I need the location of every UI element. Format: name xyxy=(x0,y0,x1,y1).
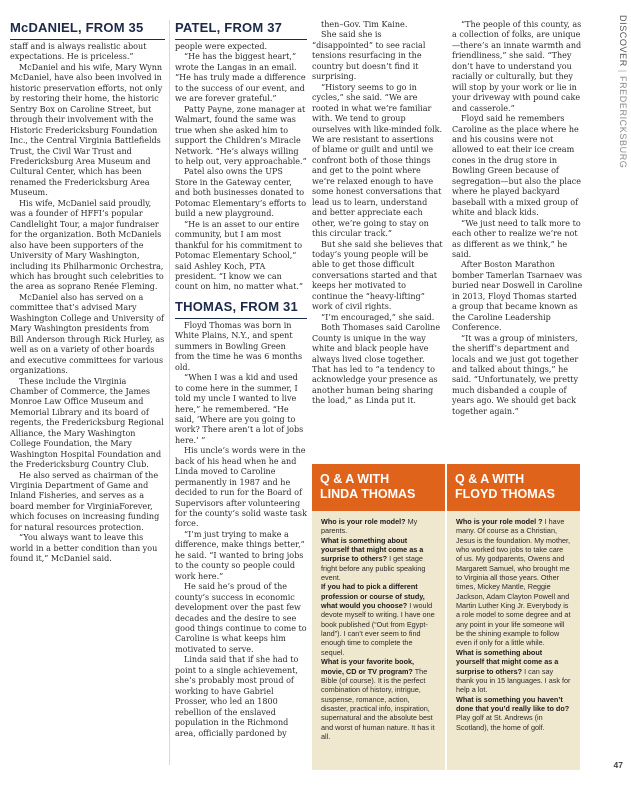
qa-question: What is something you haven’t done that you’d really like to do? xyxy=(456,694,570,713)
qa-answer: The Bible (of course). It is the perfect combination of history, intrigue, suspense, romance, action, disaster, practical info, inspiration, supernatural and the absolute best and worst of human nature. It has it all. xyxy=(321,666,435,741)
qa-heading-linda xyxy=(312,464,445,511)
qa-question: What is something about yourself that might come as a surprise to others? xyxy=(456,647,559,676)
article-body-mcdaniel xyxy=(10,42,165,565)
paragraph: “I’m encouraged,” she said. xyxy=(321,312,435,322)
paragraph: She said she is “disappointed” to see racial tensions resurfacing in the country but doesn’t find it surprising. xyxy=(312,30,426,82)
qa-item xyxy=(456,517,571,648)
paragraph: But she said she believes that today’s young people will be able to get those difficult conversations started and that keeps her motivated to continue the “heavy-lifting” work of civil rights. xyxy=(312,239,443,312)
paragraph: “When I was a kid and used to come here in the summer, I told my uncle I wanted to live here,” he remembered. “He said, ‘Where are you going to work? There aren’t a lot of jobs here.’ ” xyxy=(175,373,304,445)
column-divider xyxy=(169,20,170,765)
column-thomas-continued xyxy=(312,20,443,407)
paragraph: “He is an asset to our entire community, but I am most thankful for his commitment to Potomac Elementary School,” said Ashley Koch, PTA president. “I know we can count on him, no matter what.” xyxy=(175,219,304,292)
paragraph: These include the Virginia Chamber of Commerce, the James Monroe Law Office Museum and Memorial Library and its board of regents, the Fredericksburg Regional Alliance, the Mary Washington College Foundation, the Mary Washington Hospital Foundation and the Fredericksburg Country Club. xyxy=(10,376,164,470)
qa-answer: I get stage fright before any public speaking event. xyxy=(321,554,426,583)
qa-answer: I can say thank you in 15 languages. I ask for help a lot. xyxy=(456,666,571,695)
qa-item xyxy=(456,695,571,732)
paragraph: staff and is always realistic about expectations. He is priceless.” xyxy=(10,42,147,62)
qa-question: What is something about yourself that might come as a surprise to others? xyxy=(321,535,424,564)
page-number: 47 xyxy=(613,760,623,770)
article-body-patel xyxy=(175,42,307,293)
section-name: DISCOVER xyxy=(618,15,628,67)
paragraph: McDaniel also has served on a committee that’s advised Mary Washington College and University of Mary Washington presidents from Bill Anderson through Rick Hurley, as well as on a variety of other boards and executive committees for various organizations. xyxy=(10,292,165,376)
paragraph: Floyd Thomas was born in White Plains, N.Y., and spent summers in Bowling Green from the time he was 6 months old. xyxy=(175,320,303,372)
qa-item xyxy=(321,657,436,741)
paragraph: “You always want to leave this world in a better condition than you found it,” McDaniel said. xyxy=(10,533,158,564)
paragraph: Patty Payne, zone manager at Walmart, found the same was true when she asked him to support the Children’s Miracle Network. “He’s always willing to help out, very approachable.” xyxy=(175,104,307,166)
qa-item xyxy=(321,582,436,657)
paragraph: Floyd said he remembers Caroline as the place where he and his cousins were not allowed to eat their ice cream cones in the drug store in Bowling Green because of segregation—but also the place where he played backyard baseball with a mixed group of white and black kids. xyxy=(452,114,582,218)
paragraph: Linda said that if she had to point to a single achievement, she’s probably most proud of working to have Gabriel Prosser, who led an 1800 rebellion of the enslaved population in the Richmond area, officially pardoned by xyxy=(175,655,299,738)
qa-title-line1: Q & A WITH xyxy=(320,472,390,486)
qa-heading-floyd xyxy=(447,464,580,511)
section-divider: | xyxy=(618,69,628,73)
qa-answer: I have many. Of course as a Christian, Jesus is the foundation. My mother, who worked two jobs to take care of us. My godparents, Owens and Margarett Samuel, who brought me to Virginia all those years. Other times, Mickey Mantle, Reggie Jackson, Adam Clayton Powell and Martin Luther King Jr. Everybody is a role model to some degree and at any point in your life someone will be the shining example to follow even if only for a little while. xyxy=(456,517,571,648)
qa-question: Who is your role model ? xyxy=(456,517,543,526)
qa-question: Who is your role model? xyxy=(321,517,406,526)
qa-question: What is your favorite book, movie, CD or TV program? xyxy=(321,657,415,676)
paragraph: “We just need to talk more to each other to realize we’re not as different as we think,” he said. xyxy=(452,218,581,259)
paragraph: “History seems to go in cycles,” she said. “We are rooted in what we’re familiar with. We tend to group ourselves with like-minded folk. We are resistant to assertions of blame or guilt and until we confront both of those things and get to the point where we’re relaxed enough to have some honest conversations that lead us to learn, understand and better appreciate each other, we’re going to stay on this circular track.” xyxy=(312,82,443,239)
qa-title-line1: Q & A WITH xyxy=(455,472,525,486)
paragraph: then–Gov. Tim Kaine. xyxy=(321,20,408,29)
section-label xyxy=(618,15,628,168)
paragraph: “I’m just trying to make a difference, make things better,” he said. “I wanted to bring jobs to the county so people could work here.” xyxy=(175,529,305,581)
paragraph: “He has the biggest heart,” wrote the Langas in an email. “He has truly made a difference to the success of our event, and we are forever grateful.” xyxy=(175,52,306,104)
article-body-thomas xyxy=(175,321,307,739)
column-thomas-end xyxy=(452,20,583,417)
qa-question: If you had to pick a different profession or course of study, what would you choose? xyxy=(321,582,425,611)
qa-body-linda xyxy=(312,511,445,741)
paragraph: McDaniel and his wife, Mary Wynn McDaniel, have also been involved in historic preservation efforts, not only by restoring their home, the historic Sentry Box on Caroline Street, but through their involvement with the Historic Fredericksburg Foundation Inc., the Central Virginia Battlefields Trust, the Civil War Trust and Fredericksburg Area Museum and Cultural Center, which has been renamed the Fredericksburg Area Museum. xyxy=(10,62,163,198)
paragraph: Both Thomases said Caroline County is unique in the way white and black people have always lived close together. That has led to “a tendency to acknowledge your presence as another human being sharing the load,” as Linda put it. xyxy=(312,323,441,406)
section-sidebar-label xyxy=(615,15,631,169)
qa-title-line2: LINDA THOMAS xyxy=(320,487,416,501)
paragraph: His uncle’s words were in the back of his head when he and Linda moved to Caroline permanently in 1987 and he decided to run for the Board of Supervisors after volunteering for the county’s solid waste task force. xyxy=(175,446,307,529)
qa-item xyxy=(456,648,571,695)
qa-item xyxy=(321,536,436,583)
paragraph: After Boston Marathon bomber Tamerlan Tsarnaev was buried near Doswell in Caroline in 2013, Floyd Thomas started a group that became known as the Caroline Leadership Conference. xyxy=(452,260,583,333)
jump-heading-mcdaniel: McDANIEL, FROM 35 xyxy=(10,20,165,40)
qa-answer: I would devote myself to writing. I have one book published (“Out from Egypt-land”). I can’t ever seem to find enough time to complete the sequel. xyxy=(321,601,435,657)
paragraph: “The people of this county, as a collection of folks, are unique—there’s an innate warmth and friendliness,” she said. “They don’t have to understand you racially or culturally, but they will stop by your work or lie in your driveway with pound cake and casserole.” xyxy=(452,20,582,113)
qa-title-line2: FLOYD THOMAS xyxy=(455,487,555,501)
qa-body-floyd xyxy=(447,511,580,732)
qa-box-linda-thomas xyxy=(312,464,445,770)
qa-box-floyd-thomas xyxy=(447,464,580,770)
column-mcdaniel xyxy=(10,20,165,565)
subsection-name: FREDERICKSBURG xyxy=(618,75,628,169)
jump-heading-thomas: THOMAS, FROM 31 xyxy=(175,299,307,319)
paragraph: Patel also owns the UPS Store in the Gateway center, and both businesses donated to Potomac Elementary’s efforts to build a new playground. xyxy=(175,167,307,219)
paragraph: people were expected. xyxy=(175,42,268,51)
paragraph: “It was a group of ministers, the sheriff’s department and locals and we just got together and talked about things,” he said. “Unfortunately, we pretty much disbanded a couple of years ago. We should get back together again.” xyxy=(452,333,579,416)
qa-item xyxy=(321,517,436,536)
qa-answer: My parents. xyxy=(321,517,418,536)
column-patel-thomas xyxy=(175,20,307,739)
jump-heading-patel: PATEL, FROM 37 xyxy=(175,20,307,40)
qa-answer: Play golf at St. Andrews (in Scotland), the home of golf. xyxy=(456,713,545,732)
paragraph: He said he’s proud of the county’s success in economic development over the past few decades and the desire to see good things continue to come to Caroline is what keeps him motivated to serve. xyxy=(175,582,307,654)
paragraph: He also served as chairman of the Virginia Department of Game and Inland Fisheries, and serves as a board member for VirginiaForever, which focuses on increasing funding for natural resources protection. xyxy=(10,470,160,532)
paragraph: His wife, McDaniel said proudly, was a founder of HFFI’s popular Candlelight Tour, a major fundraiser for the organization. Both McDaniels also have been supporters of the University of Mary Washington, including its Philharmonic Orchestra, which has brought such celebrities to the area as soprano Renée Fleming. xyxy=(10,198,164,292)
